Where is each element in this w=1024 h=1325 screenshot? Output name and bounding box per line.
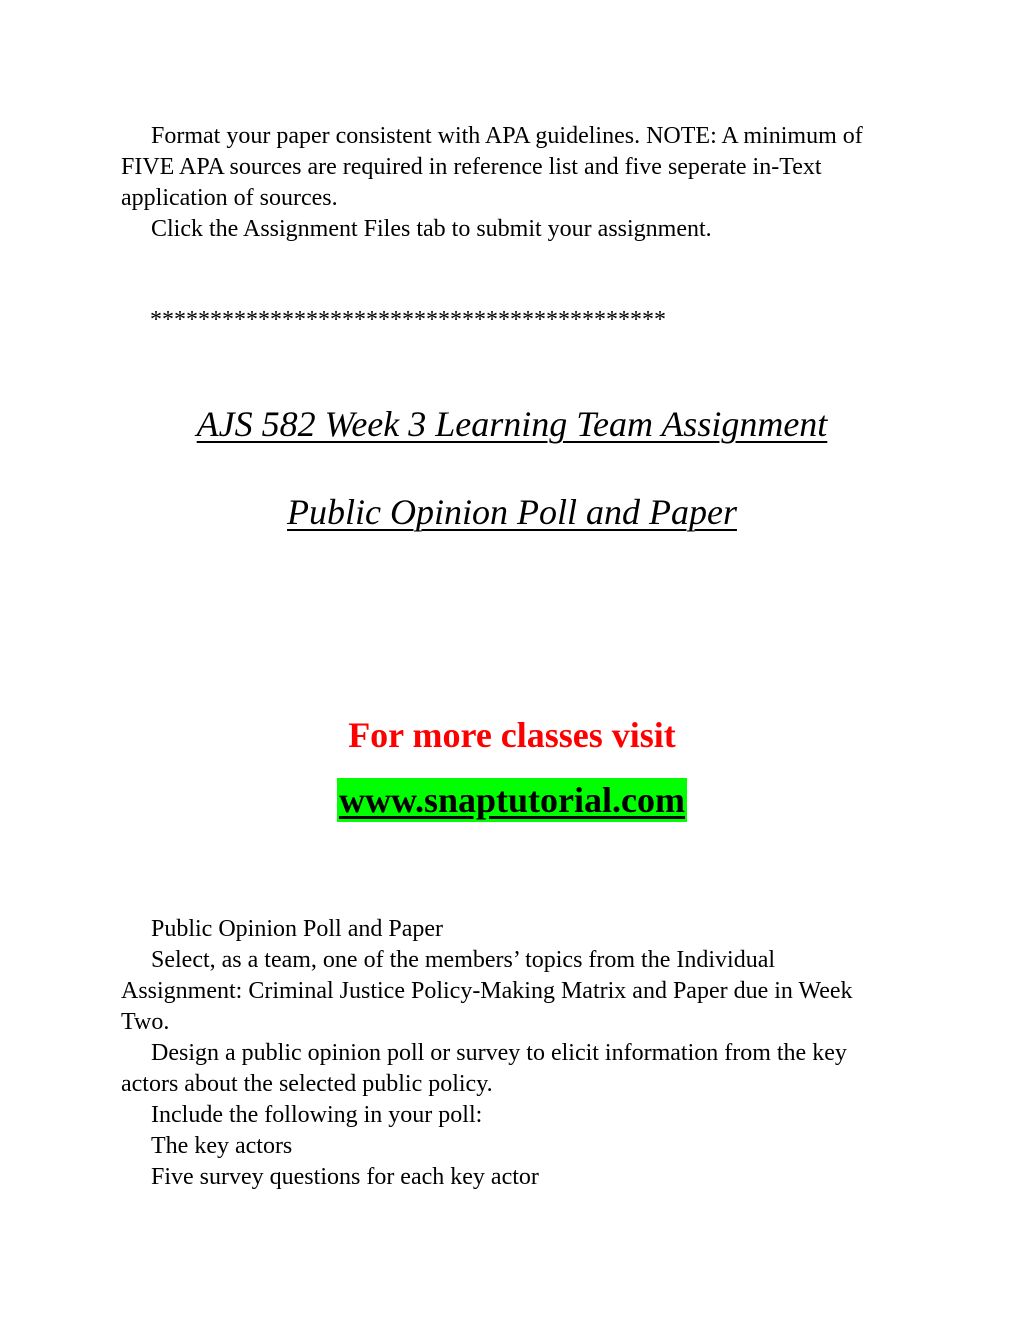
intro-section [121,121,901,245]
body-paragraph: Select, as a team, one of the members’ topics from the Individual Assignment: Criminal Justice Policy-Making Matrix and Paper due in Week Two. [121,947,853,1035]
body-paragraph: The key actors [151,1133,293,1159]
body-paragraph: Five survey questions for each key actor [151,1164,539,1190]
separator-line: ******************************************* [150,307,666,333]
assignment-body [121,914,901,1193]
submit-instructions: Click the Assignment Files tab to submit your assignment. [151,216,712,242]
assignment-title: Public Opinion Poll and Paper [287,492,737,532]
body-paragraph: Design a public opinion poll or survey to elicit information from the key actors about the selected public policy. [121,1040,847,1097]
course-heading: AJS 582 Week 3 Learning Team Assignment [196,404,828,444]
body-paragraph: Include the following in your poll: [151,1102,483,1128]
body-paragraph: Public Opinion Poll and Paper [151,916,443,942]
apa-instructions: Format your paper consistent with APA guidelines. NOTE: A minimum of FIVE APA sources are required in reference list and five seperate in-Text application of sources. [121,123,863,211]
promo-link-container [0,778,1024,822]
promo-text: For more classes visit [348,715,676,755]
promo-link[interactable]: www.snaptutorial.com [338,780,685,820]
